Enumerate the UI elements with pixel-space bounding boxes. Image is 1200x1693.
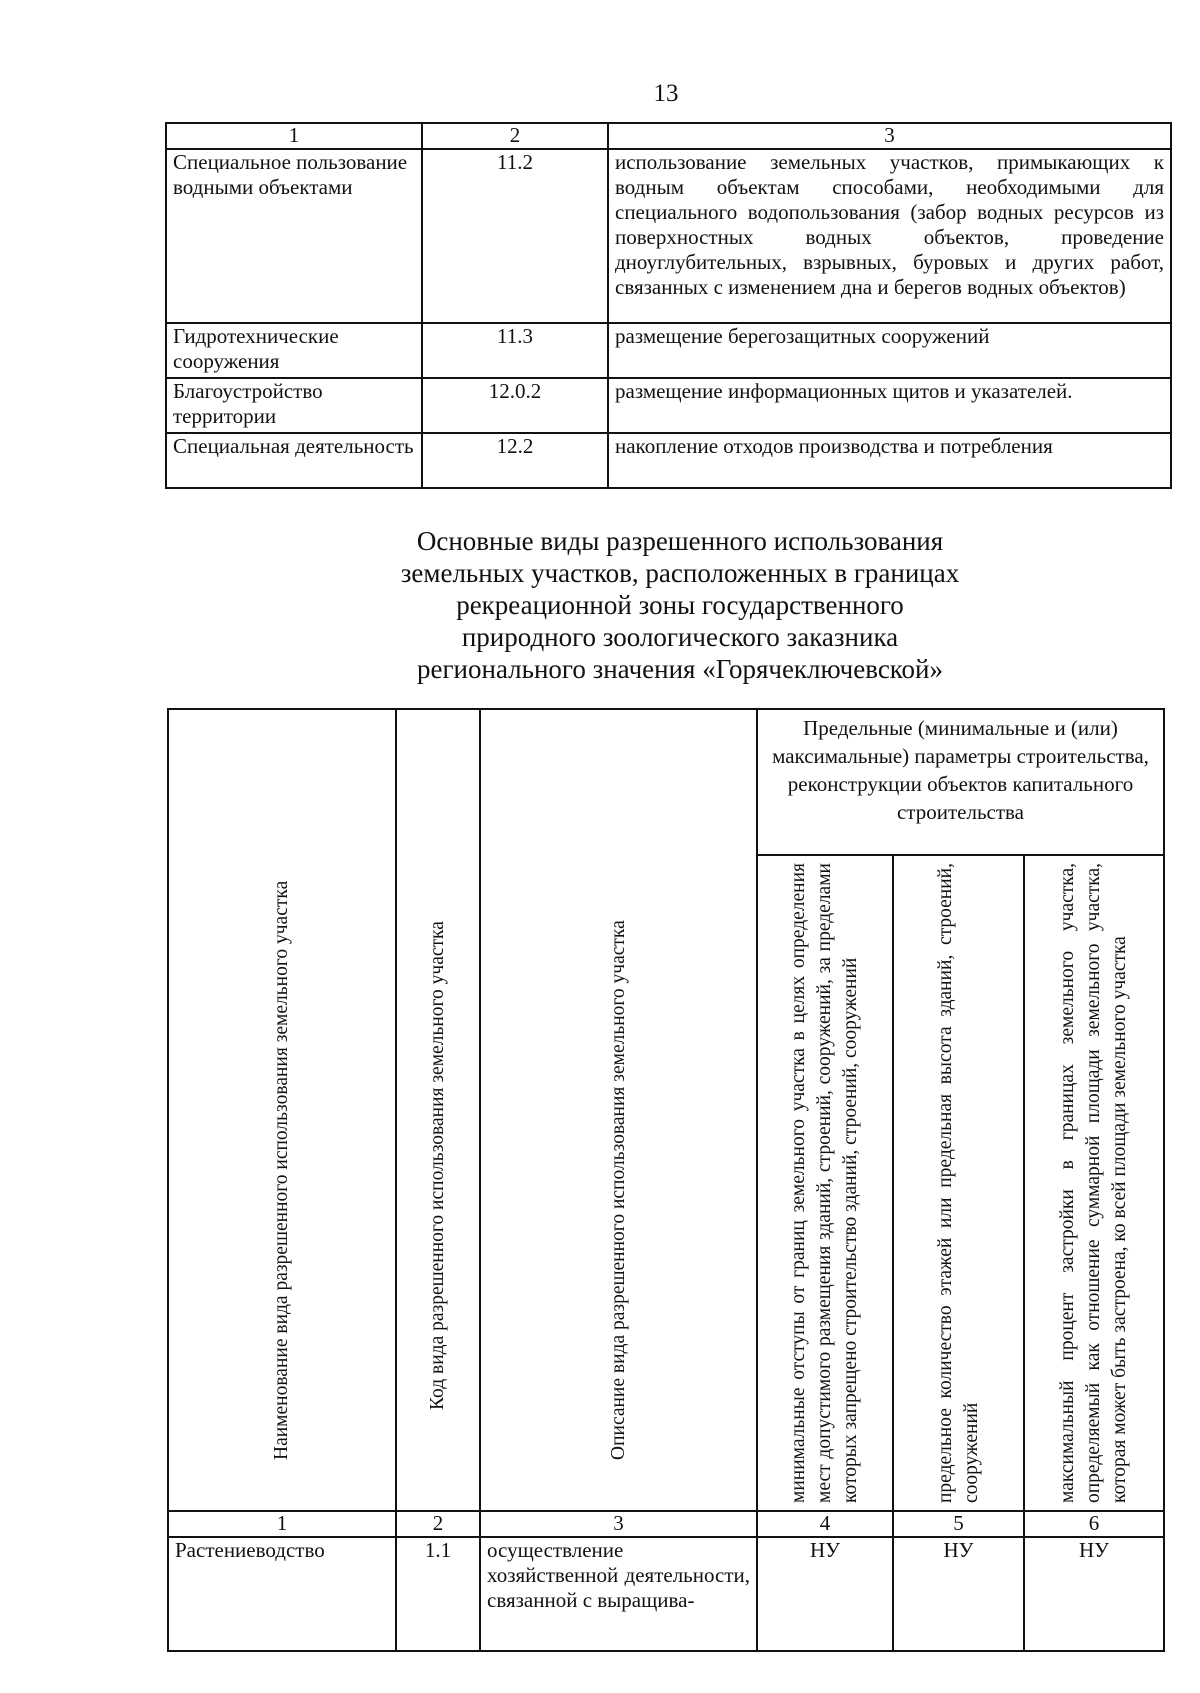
col3-header: Описание вида разрешенного использования земельного участка bbox=[607, 920, 629, 1460]
col1-header: Наименование вида разрешенного использования земельного участка bbox=[271, 880, 292, 1460]
table-row bbox=[166, 378, 1171, 433]
column-number: 5 bbox=[893, 1511, 1024, 1537]
parameters-group-header: Предельные (минимальные и (или) максимальные) параметры строительства, реконструкции объектов капитального строительства bbox=[757, 709, 1164, 855]
col6-header: максимальный процент застройки в границах земельного участка, определяемый как отношение суммарной площади земельного участка, которая может быть застроена, ко всей площади земельного участка bbox=[1057, 863, 1130, 1503]
use-description-cell: осуществление хозяйственной деятельности, связанной с выращива- bbox=[480, 1537, 757, 1651]
column-number: 6 bbox=[1024, 1511, 1164, 1537]
use-code-cell: 11.2 bbox=[422, 149, 608, 323]
top-table-header-row bbox=[166, 123, 1171, 149]
top-table-header-cell: 3 bbox=[608, 123, 1171, 149]
column-number: 2 bbox=[396, 1511, 480, 1537]
bottom-table-header-row bbox=[168, 709, 1164, 855]
use-description-cell: накопление отходов производства и потребления bbox=[608, 433, 1171, 488]
column-number: 3 bbox=[480, 1511, 757, 1537]
col3-header-cell bbox=[480, 709, 757, 1511]
use-description-cell: использование земельных участков, примыкающих к водным объектам способами, необходимыми для специального водопользования (забор водных ресурсов из поверхностных водных объектов, проведение дноуглубительных, взрывных, буровых и других работ, связанных с изменением дна и берегов водных объектов) bbox=[608, 149, 1171, 323]
page-number: 13 bbox=[653, 80, 679, 107]
col1-header-cell bbox=[168, 709, 396, 1511]
use-name-cell: Специальная деятельность bbox=[166, 433, 422, 488]
column-number: 1 bbox=[168, 1511, 396, 1537]
section-title-line: природного зоологического заказника bbox=[461, 622, 899, 652]
top-table bbox=[165, 122, 1172, 489]
top-table-header-cell: 2 bbox=[422, 123, 608, 149]
table-row bbox=[166, 323, 1171, 378]
table-row bbox=[166, 433, 1171, 488]
use-code-cell: 11.3 bbox=[422, 323, 608, 378]
use-name-cell: Специальное пользование водными объектами bbox=[166, 149, 422, 323]
section-title-line: земельных участков, расположенных в границах bbox=[400, 558, 960, 588]
floors-value: НУ bbox=[893, 1537, 1024, 1651]
col4-header-cell bbox=[757, 855, 893, 1511]
use-code-cell: 1.1 bbox=[396, 1537, 480, 1651]
column-numbers-row bbox=[168, 1511, 1164, 1537]
col5-header-cell bbox=[893, 855, 1024, 1511]
coverage-value: НУ bbox=[1024, 1537, 1164, 1651]
col5-header: предельное количество этажей или предельная высота зданий, строений, сооружений bbox=[934, 863, 982, 1503]
use-code-cell: 12.2 bbox=[422, 433, 608, 488]
bottom-table bbox=[167, 708, 1165, 1652]
table-row bbox=[166, 149, 1171, 323]
setback-value: НУ bbox=[757, 1537, 893, 1651]
col6-header-cell bbox=[1024, 855, 1164, 1511]
use-name-cell: Благоустройство территории bbox=[166, 378, 422, 433]
use-description-cell: размещение берегозащитных сооружений bbox=[608, 323, 1171, 378]
section-title bbox=[300, 525, 1060, 685]
table-row bbox=[168, 1537, 1164, 1651]
use-name-cell: Гидротехнические сооружения bbox=[166, 323, 422, 378]
use-name-cell: Растениеводство bbox=[168, 1537, 396, 1651]
use-description-cell: размещение информационных щитов и указателей. bbox=[608, 378, 1171, 433]
top-table-header-cell: 1 bbox=[166, 123, 422, 149]
section-title-line: регионального значения «Горячеключевской» bbox=[417, 654, 943, 684]
use-code-cell: 12.0.2 bbox=[422, 378, 608, 433]
col4-header: минимальные отступы от границ земельного участка в целях определения мест допустимого размещения зданий, строений, сооружений, за пределами которых запрещено строительство зданий, строений, сооружений bbox=[788, 863, 861, 1503]
column-number: 4 bbox=[757, 1511, 893, 1537]
col2-header-cell bbox=[396, 709, 480, 1511]
col2-header: Код вида разрешенного использования земельного участка bbox=[427, 921, 448, 1410]
section-title-line: Основные виды разрешенного использования bbox=[416, 526, 944, 556]
section-title-line: рекреационной зоны государственного bbox=[456, 590, 904, 620]
